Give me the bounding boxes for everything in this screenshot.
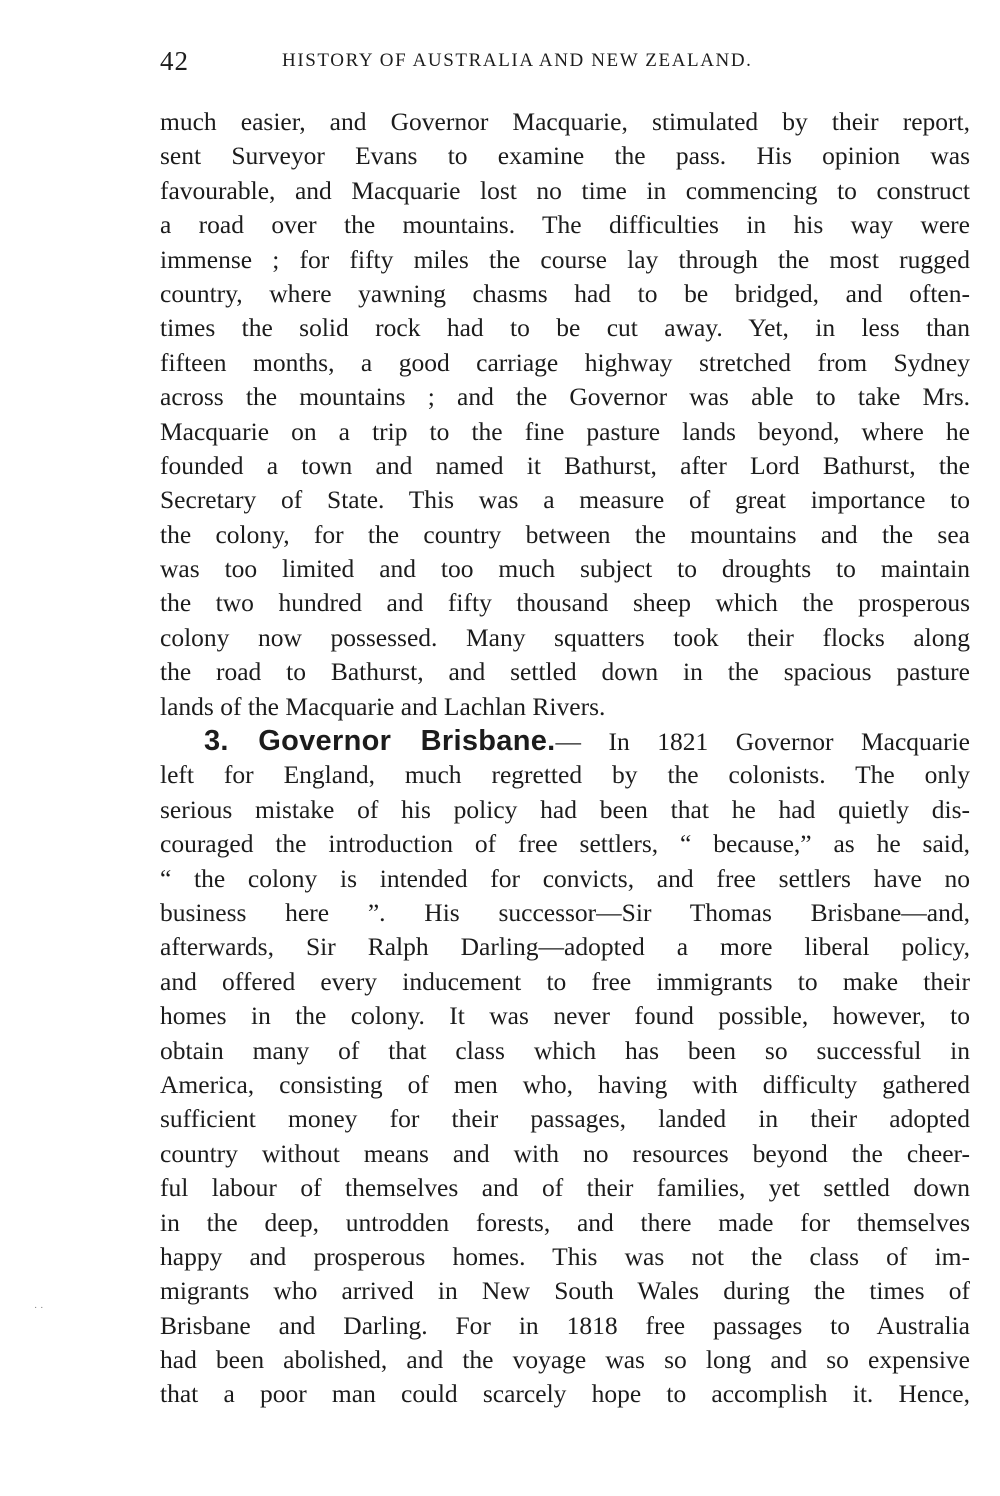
text-line: business here ”. His successor—Sir Thomas Brisbane—and, <box>160 897 970 927</box>
text-line: the road to Bathurst, and settled down in the spacious pasture <box>160 657 970 687</box>
text-line: migrants who arrived in New South Wales during the times of <box>160 1276 970 1306</box>
text-line: was too limited and too much subject to droughts to maintain <box>160 554 970 584</box>
text-line: ful labour of themselves and of their families, yet settled down <box>160 1173 970 1203</box>
section-heading: 3. Governor Brisbane. <box>204 725 556 758</box>
text-line: sufficient money for their passages, landed in their adopted <box>160 1104 970 1134</box>
text-line: Brisbane and Darling. For in 1818 free passages to Australia <box>160 1310 970 1340</box>
text-line: happy and prosperous homes. This was not the class of im- <box>160 1241 970 1271</box>
text-line: much easier, and Governor Macquarie, stimulated by their report, <box>160 107 970 136</box>
paper-speck-marks: · · <box>34 1302 44 1313</box>
text-line: “ the colony is intended for convicts, and free settlers have no <box>160 863 970 893</box>
text-line: a road over the mountains. The difficulties in his way were <box>160 210 970 240</box>
running-header <box>160 46 970 82</box>
text-line: America, consisting of men who, having with difficulty gathered <box>160 1069 970 1099</box>
page-number: 42 <box>160 46 189 76</box>
text-line: that a poor man could scarcely hope to accomplish it. Hence, <box>160 1379 970 1409</box>
text-line: favourable, and Macquarie lost no time in commencing to construct <box>160 175 970 205</box>
section-heading-line <box>160 724 970 758</box>
text-line: couraged the introduction of free settlers, “ because,” as he said, <box>160 829 970 859</box>
text-line: country without means and with no resources beyond the cheer- <box>160 1138 970 1168</box>
body-text <box>160 105 970 1412</box>
text-line: the two hundred and fifty thousand sheep which the prosperous <box>160 588 970 618</box>
text-line: fifteen months, a good carriage highway stretched from Sydney <box>160 347 970 377</box>
text-line: colony now possessed. Many squatters took their flocks along <box>160 622 970 652</box>
section-first-line-text: — In 1821 Governor Macquarie <box>555 727 970 757</box>
text-line: the colony, for the country between the mountains and the sea <box>160 519 970 549</box>
text-line: sent Surveyor Evans to examine the pass. His opinion was <box>160 141 970 171</box>
text-line: times the solid rock had to be cut away. Yet, in less than <box>160 313 970 343</box>
text-line: founded a town and named it Bathurst, after Lord Bathurst, the <box>160 450 970 480</box>
text-line: left for England, much regretted by the colonists. The only <box>160 760 970 790</box>
text-line: serious mistake of his policy had been that he had quietly dis- <box>160 794 970 824</box>
text-line: afterwards, Sir Ralph Darling—adopted a more liberal policy, <box>160 932 970 962</box>
text-line: Macquarie on a trip to the fine pasture lands beyond, where he <box>160 416 970 446</box>
paragraph-last-line: lands of the Macquarie and Lachlan Rivers. <box>160 691 606 721</box>
text-line: country, where yawning chasms had to be bridged, and often- <box>160 278 970 308</box>
text-line: in the deep, untrodden forests, and there made for themselves <box>160 1207 970 1237</box>
running-title: HISTORY OF AUSTRALIA AND NEW ZEALAND. <box>282 50 753 71</box>
text-line: Secretary of State. This was a measure of great importance to <box>160 485 970 515</box>
text-line: obtain many of that class which has been so successful in <box>160 1035 970 1065</box>
text-line: homes in the colony. It was never found possible, however, to <box>160 1001 970 1031</box>
text-line: had been abolished, and the voyage was so long and so expensive <box>160 1345 970 1375</box>
text-line: across the mountains ; and the Governor was able to take Mrs. <box>160 382 970 412</box>
text-line: immense ; for fifty miles the course lay through the most rugged <box>160 244 970 274</box>
text-line: and offered every inducement to free immigrants to make their <box>160 966 970 996</box>
